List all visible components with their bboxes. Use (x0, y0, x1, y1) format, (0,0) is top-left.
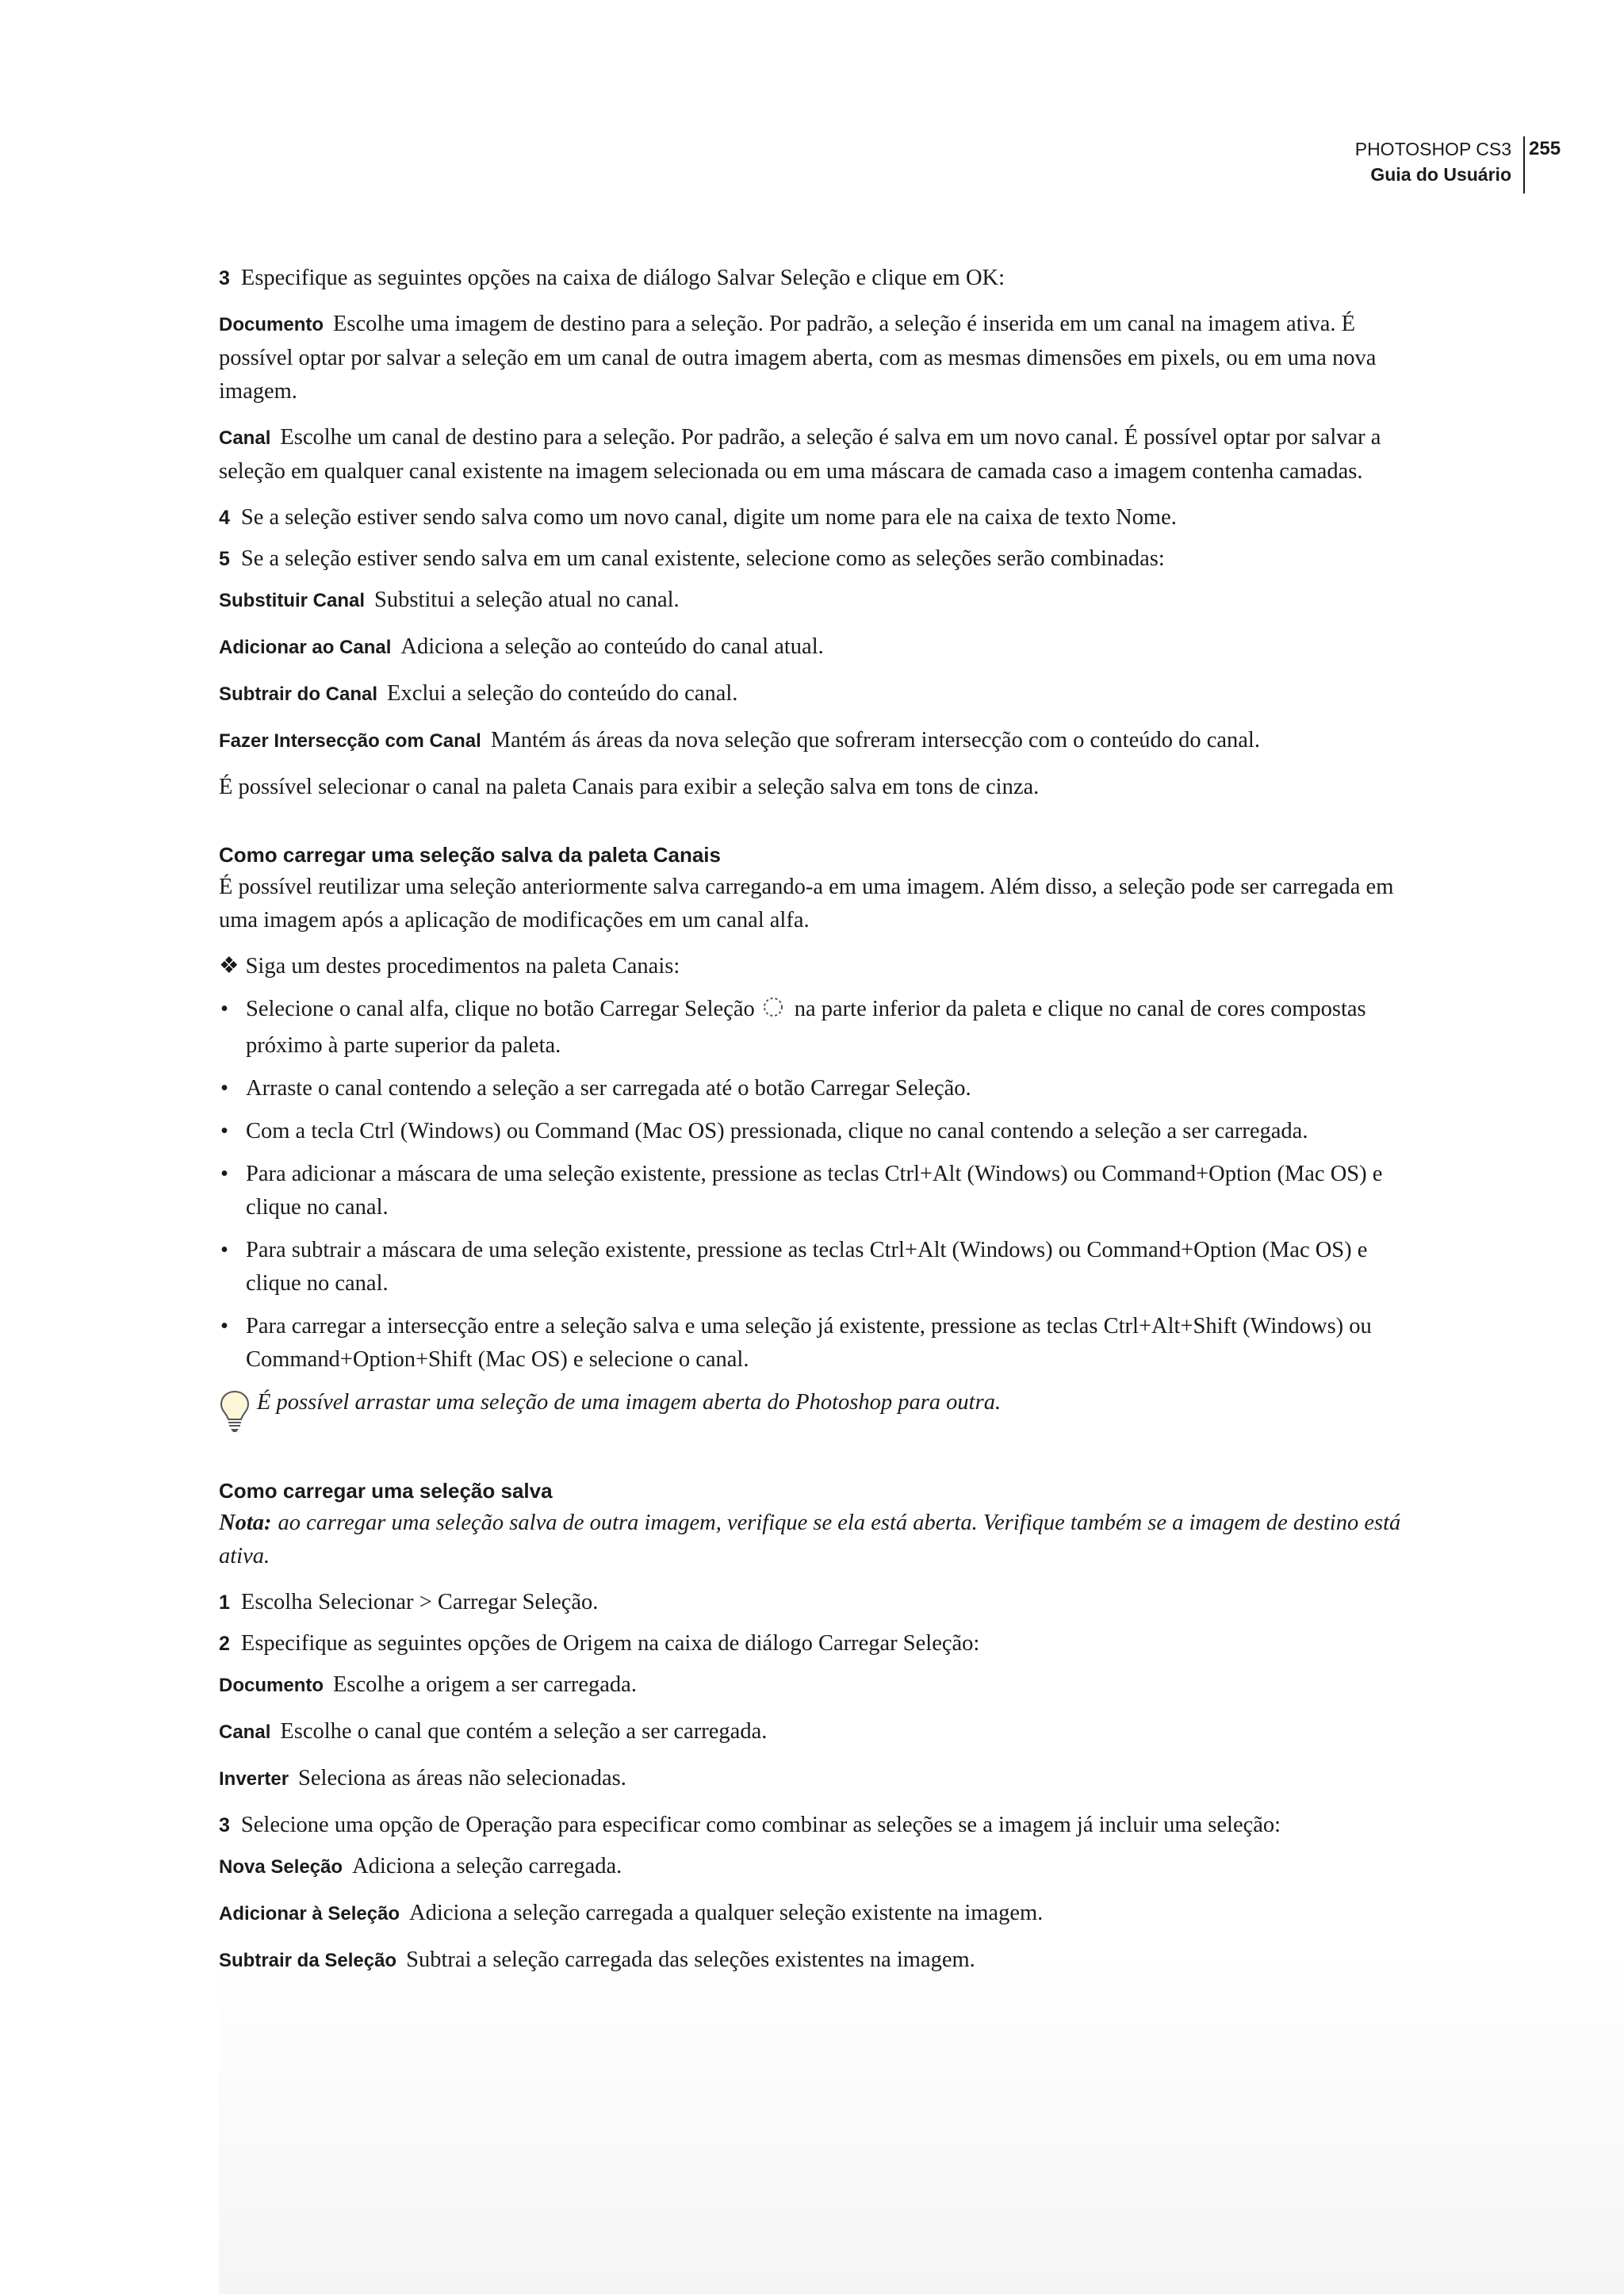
bullet-text: Com a tecla Ctrl (Windows) ou Command (Mac OS) pressionada, clique no canal contendo a seleção a ser carregada. (246, 1119, 1308, 1143)
tip-text: É possível arrastar uma seleção de uma imagem aberta do Photoshop para outra. (257, 1390, 1002, 1415)
step-text: Se a seleção estiver sendo salva como um novo canal, digite um nome para ele na caixa de texto Nome. (240, 505, 1177, 530)
section-heading-paleta-canais: Como carregar uma seleção salva da paleta Canais (219, 843, 721, 867)
option-term: Documento (219, 314, 324, 335)
bullet-marker: • (220, 1076, 228, 1101)
bullet-text-start: Selecione o canal alfa, clique no botão Carregar Seleção (246, 997, 755, 1021)
origin-canal (219, 1715, 1416, 1749)
note (219, 1507, 1416, 1573)
list-item (219, 1310, 1416, 1377)
option-text: Adiciona a seleção carregada. (352, 1854, 622, 1878)
step-text: Escolha Selecionar > Carregar Seleção. (240, 1590, 599, 1614)
page-body (219, 262, 1416, 1990)
bullet-marker: • (220, 1119, 228, 1143)
bullet-marker: • (220, 1162, 228, 1186)
option-text: Exclui a seleção do conteúdo do canal. (387, 681, 738, 706)
option-term: Documento (219, 1675, 324, 1696)
step-text: Especifique as seguintes opções de Origem na caixa de diálogo Carregar Seleção: (240, 1631, 980, 1656)
origin-documento (219, 1668, 1416, 1702)
option-adicionar-canal (219, 630, 1416, 664)
option-text: Substitui a seleção atual no canal. (374, 588, 680, 612)
option-text: Adiciona a seleção carregada a qualquer seleção existente na imagem. (409, 1901, 1044, 1925)
option-term: Substituir Canal (219, 590, 366, 611)
load-selection-icon (761, 995, 785, 1029)
operation-nova-selecao (219, 1850, 1416, 1884)
option-term: Canal (219, 1721, 271, 1743)
option-term: Nova Seleção (219, 1856, 343, 1878)
step-number: 2 (219, 1633, 230, 1655)
operation-subtrair-selecao (219, 1944, 1416, 1978)
step-number: 3 (219, 1814, 230, 1836)
option-text: Escolhe o canal que contém a seleção a ser carregada. (280, 1719, 768, 1744)
option-text: Escolhe um canal de destino para a seleção. Por padrão, a seleção é salva em um novo canal. É possível optar por salvar a seleção em qualquer canal existente na imagem selecionada ou em uma máscara de camada caso a imagem contenha camadas. (219, 425, 1381, 484)
option-text: Seleciona as áreas não selecionadas. (298, 1766, 626, 1790)
step-text: Se a seleção estiver sendo salva em um canal existente, selecione como as seleções serão combinadas: (240, 546, 1165, 571)
step-2-load (219, 1627, 1416, 1660)
bullet-text-end: na parte inferior da paleta e clique no canal de cores compostas próximo à parte superior da paleta. (246, 997, 1366, 1058)
note-label: Nota: (219, 1511, 272, 1535)
step-number: 4 (219, 507, 230, 529)
step-number: 1 (219, 1591, 230, 1614)
bullet-text: Para adicionar a máscara de uma seleção existente, pressione as teclas Ctrl+Alt (Windows) ou Command+Option (Mac OS) e clique no canal. (246, 1162, 1383, 1220)
list-item (219, 1072, 1416, 1105)
header-product: PHOTOSHOP CS3 (1354, 139, 1511, 159)
option-text: Subtrai a seleção carregada das seleções existentes na imagem. (406, 1947, 975, 1972)
step-number: 5 (219, 548, 230, 570)
intro-paragraph: É possível reutilizar uma seleção anteriormente salva carregando-a em uma imagem. Além disso, a seleção pode ser carregada em uma imagem após a aplicação de modificações em um canal alfa. (219, 875, 1394, 933)
option-text: Escolhe a origem a ser carregada. (333, 1672, 637, 1697)
step-1-load (219, 1586, 1416, 1619)
list-item (219, 1158, 1416, 1224)
option-subtrair-canal (219, 677, 1416, 711)
step-3-save (219, 262, 1416, 295)
note-text: ao carregar uma seleção salva de outra imagem, verifique se ela está aberta. Verifique também se a imagem de destino está ativa. (219, 1511, 1401, 1568)
running-header (1355, 136, 1525, 193)
procedure-line (219, 950, 1416, 983)
option-canal (219, 421, 1416, 488)
list-item (219, 1115, 1416, 1148)
page-bottom-shade (219, 1951, 1624, 2294)
origin-inverter (219, 1762, 1416, 1796)
step-5 (219, 542, 1416, 576)
procedure-text: Siga um destes procedimentos na paleta Canais: (245, 954, 680, 978)
option-term: Canal (219, 427, 271, 449)
bullet-text: Para subtrair a máscara de uma seleção existente, pressione as teclas Ctrl+Alt (Windows) ou Command+Option (Mac OS) e clique no canal. (246, 1238, 1368, 1296)
option-term: Adicionar à Seleção (219, 1903, 400, 1924)
operation-adicionar-selecao (219, 1897, 1416, 1931)
bullet-marker: • (220, 1238, 228, 1262)
option-text: Mantém ás áreas da nova seleção que sofreram intersecção com o conteúdo do canal. (490, 728, 1260, 753)
step-number: 3 (219, 267, 230, 289)
option-text: Adiciona a seleção ao conteúdo do canal atual. (400, 634, 824, 659)
bullet-text: Para carregar a intersecção entre a seleção salva e uma seleção já existente, pressione as teclas Ctrl+Alt+Shift (Windows) ou Command+Option+Shift (Mac OS) e selecione o canal. (246, 1314, 1372, 1372)
option-term: Subtrair da Seleção (219, 1950, 397, 1971)
step-text: Selecione uma opção de Operação para especificar como combinar as seleções se a imagem já incluir uma seleção: (240, 1813, 1281, 1837)
bullet-text: Arraste o canal contendo a seleção a ser carregada até o botão Carregar Seleção. (246, 1076, 971, 1101)
option-text: Escolhe uma imagem de destino para a seleção. Por padrão, a seleção é inserida em um canal na imagem ativa. É possível optar por salvar a seleção em um canal de outra imagem aberta, com as mesmas dimensões em pixels, ou em uma nova imagem. (219, 312, 1377, 404)
header-guide: Guia do Usuário (1370, 164, 1511, 185)
closing-paragraph: É possível selecionar o canal na paleta Canais para exibir a seleção salva em tons de cinza. (219, 775, 1040, 799)
list-item (219, 993, 1416, 1063)
step-text: Especifique as seguintes opções na caixa de diálogo Salvar Seleção e clique em OK: (240, 266, 1005, 290)
bullet-marker: • (220, 997, 228, 1021)
list-item (219, 1234, 1416, 1300)
diamond-icon: ❖ (219, 954, 239, 978)
option-term: Adicionar ao Canal (219, 637, 392, 658)
tip (219, 1386, 1416, 1419)
page-number: 255 (1529, 138, 1561, 159)
lightbulb-icon (219, 1389, 251, 1434)
option-documento (219, 308, 1416, 408)
section-heading-carregar: Como carregar uma seleção salva (219, 1479, 553, 1503)
option-substituir-canal (219, 584, 1416, 618)
option-term: Fazer Intersecção com Canal (219, 730, 481, 752)
step-3-load (219, 1809, 1416, 1842)
option-term: Subtrair do Canal (219, 684, 378, 705)
bullet-marker: • (220, 1314, 228, 1338)
step-4 (219, 501, 1416, 534)
option-interseccao-canal (219, 724, 1416, 758)
option-term: Inverter (219, 1768, 289, 1790)
